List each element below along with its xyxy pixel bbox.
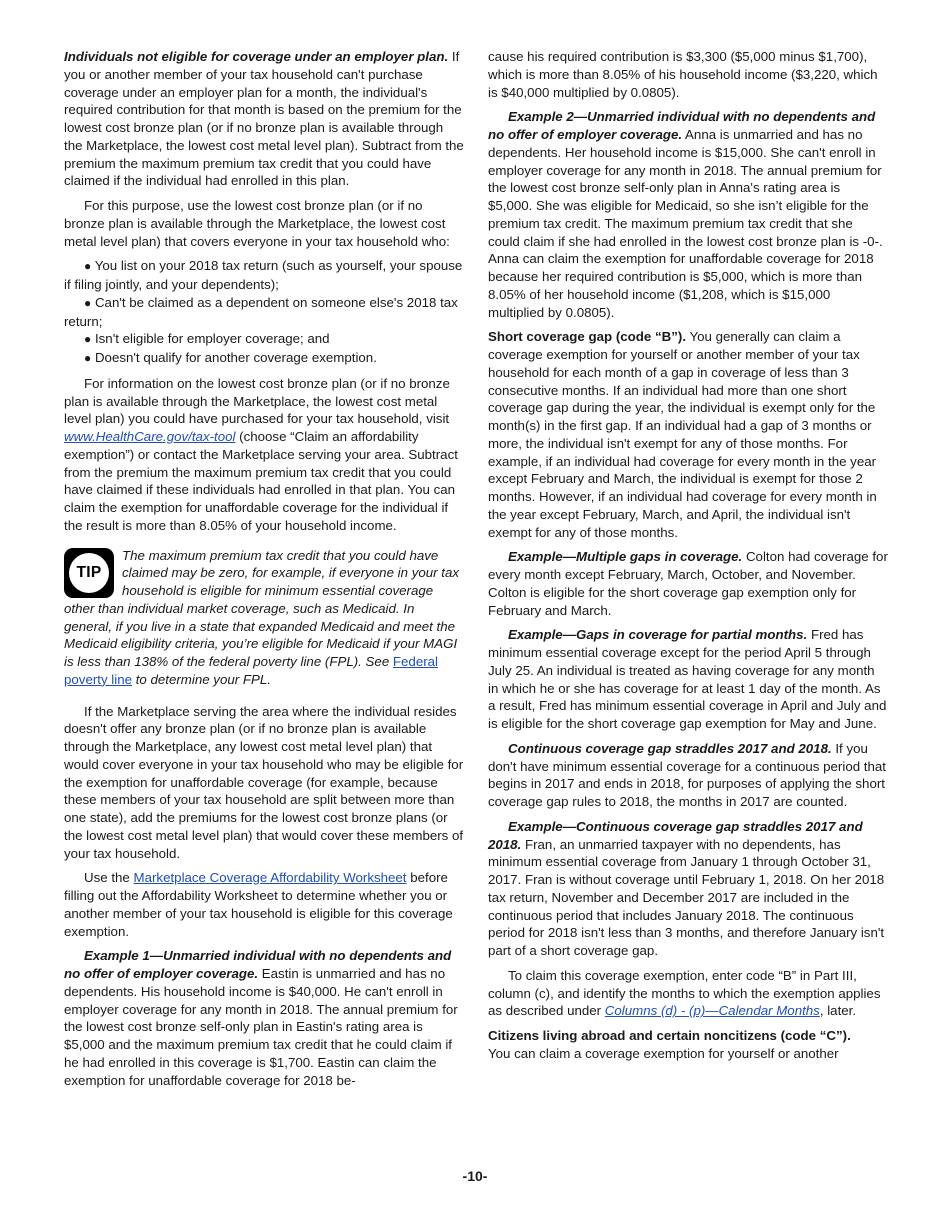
affordability-worksheet-link[interactable]: Marketplace Coverage Affordability Worksheet xyxy=(133,870,407,886)
left-column xyxy=(64,48,464,1096)
heading-partial-months: Example—Gaps in coverage for partial months. xyxy=(508,627,808,643)
heading-citizens-abroad: Citizens living abroad and certain noncitizens (code “C”). xyxy=(488,1028,851,1043)
heading-multiple-gaps: Example—Multiple gaps in coverage. xyxy=(508,549,743,565)
paragraph-partial-months: Example—Gaps in coverage for partial months. Fred has minimum essential coverage except for the period April 5 through July 25. An individual is treated as having coverage for any month in which he or she has coverage for at least 1 day of the month. As a result, Fred has minimum essential coverage in April and July and is eligible for the short coverage gap exemption for May and June. xyxy=(488,627,887,731)
list-item: ● Doesn't qualify for another coverage exemption. xyxy=(84,350,377,365)
household-criteria-list xyxy=(64,257,464,368)
list-item: ● Can't be claimed as a dependent on someone else's 2018 tax return; xyxy=(64,294,458,329)
paragraph-citizens-abroad: Citizens living abroad and certain noncitizens (code “C”). You can claim a coverage exemption for yourself or another xyxy=(488,1028,851,1061)
paragraph-worksheet: Use the Marketplace Coverage Affordability Worksheet before filling out the Affordability Worksheet to determine whether you or another member of your tax household is eligible for this coverage exemption. xyxy=(64,870,453,939)
heading-example-continuous-gap: Example—Continuous coverage gap straddles 2017 and 2018. xyxy=(488,818,863,852)
heading-not-eligible: Individuals not eligible for coverage under an employer plan. xyxy=(64,49,449,64)
bullet-icon: ● xyxy=(84,259,92,274)
paragraph-not-eligible: Individuals not eligible for coverage under an employer plan. If you or another member of your tax household can't purchase coverage under an employer plan for a month, the individual's required contribution for that month is based on the premium for the lowest cost bronze plan (or if no bronze plan is available through the Marketplace, the lowest cost metal level plan). Subtract from the premium the maximum premium tax credit that you could have claimed if the individual had enrolled in this plan. xyxy=(64,49,464,189)
paragraph-example-2: Example 2—Unmarried individual with no dependents and no offer of employer coverage. Anna is unmarried and has no dependents. Her household income is $15,000. She can't enroll in employer coverage for any month in 2018. The annual premium for the lowest cost bronze self-only plan in Anna's rating area is $5,000. She was eligible for Medicaid, so she isn’t eligible for the premium tax credit. The maximum premium tax credit that she could claim if she had enrolled in the lowest cost bronze plan is -0-. Anna can claim the exemption for unaffordable coverage for 2018 because her required contribution is $5,000, which is more than 8.05% of her household income ($1,208, which is $15,000 multiplied by 0.0805). xyxy=(488,109,883,320)
calendar-months-link[interactable]: Columns (d) - (p)—Calendar Months xyxy=(604,1003,820,1019)
list-item: ● You list on your 2018 tax return (such as yourself, your spouse if filing jointly, and your dependents); xyxy=(64,258,463,292)
paragraph-lowest-cost-info: For information on the lowest cost bronze plan (or if no bronze plan is available through the Marketplace, the lowest cost metal level plan) you could have purchased for your tax household, visit www.HealthCare.gov/tax-tool (choose “Claim an affordability exemption”) or contact the Marketplace serving your area. Subtract from the premium the maximum premium tax credit that you could have claimed if these individuals had enrolled in that plan. You can claim the exemption for unaffordable coverage for the individual if the result is more than 8.05% of your household income. xyxy=(64,375,458,533)
bullet-icon: ● xyxy=(84,332,92,347)
page-number: -10- xyxy=(462,1168,488,1184)
paragraph-example-1: Example 1—Unmarried individual with no dependents and no offer of employer coverage. Eastin is unmarried and has no dependents. His household income is $40,000. He can't enroll in employer coverage for any month in 2018. The annual premium for the lowest cost bronze self-only plan in Eastin's rating area is $5,000 and the maximum premium tax credit that he could claim if he had enrolled in this coverage is $1,700. Eastin can claim the exemption for unaffordable coverage for 2018 be- xyxy=(64,948,458,1088)
heading-example-2: Example 2—Unmarried individual with no dependents and no offer of employer coverage. xyxy=(488,109,876,142)
bullet-icon: ● xyxy=(84,295,92,310)
healthcare-tax-tool-link[interactable]: www.HealthCare.gov/tax-tool xyxy=(64,429,236,444)
paragraph-short-coverage-gap: Short coverage gap (code “B”). You generally can claim a coverage exemption for yourself or another member of your tax household for each month of a gap in coverage of less than 3 consecutive months. If an individual had more than one short coverage gap during the year, the individual is exempt only for the month(s) in the first gap. If an individual had a gap of 3 months or more, the individual isn't exempt for any of those months. For example, if an individual had coverage for every month in the year except February and March, the individual is exempt for those 2 months. However, if an individual had coverage for every month in the year except February, March, and April, the individual isn't exempt for any of those months. xyxy=(488,329,877,540)
tip-box xyxy=(64,547,464,689)
bullet-icon: ● xyxy=(84,351,92,365)
heading-short-coverage-gap: Short coverage gap (code “B”). xyxy=(488,329,687,345)
paragraph-example-1-continued: cause his required contribution is $3,300 ($5,000 minus $1,700), which is more than 8.05% of his household income ($3,220, which is $40,000 multiplied by 0.0805). xyxy=(488,49,878,100)
heading-continuous-gap: Continuous coverage gap straddles 2017 and 2018. xyxy=(508,740,832,756)
tip-text: The maximum premium tax credit that you could have claimed may be zero, for example, if everyone in your tax household is eligible for minimum essential coverage other than individual market coverage, such as Medicaid. In general, if you live in a state that expanded Medicaid and meet the Medicaid eligibility criteria, you’re eligible for Medicaid if your MAGI is less than 138% of the federal poverty line (FPL). See Federal poverty line to determine your FPL. xyxy=(64,547,460,687)
federal-poverty-line-link[interactable]: Federal poverty line xyxy=(64,654,438,687)
list-item: ● Isn't eligible for employer coverage; and xyxy=(84,331,330,347)
paragraph-bronze-plan: For this purpose, use the lowest cost bronze plan (or if no bronze plan is available through the Marketplace, the lowest cost metal level plan) that covers everyone in your tax household who: xyxy=(64,198,450,249)
paragraph-multiple-gaps: Example—Multiple gaps in coverage. Colton had coverage for every month except February, March, October, and November. Colton is eligible for the short coverage gap exemption only for February and March. xyxy=(488,549,888,618)
paragraph-example-continuous-gap: Example—Continuous coverage gap straddles 2017 and 2018. Fran, an unmarried taxpayer with no dependents, has minimum essential coverage from January 1 through October 31, 2017. Fran is without coverage until February 1, 2018. On her 2018 tax return, November and December 2017 are included in the continuous period that includes January 2018. The continuous period for 2018 isn't less than 3 months, and therefore January isn't part of a short coverage gap. xyxy=(488,818,885,958)
heading-example-1: Example 1—Unmarried individual with no dependents and no offer of employer coverage. xyxy=(64,948,452,981)
paragraph-continuous-gap: Continuous coverage gap straddles 2017 and 2018. If you don't have minimum essential coverage for a continuous period that begins in 2017 and ends in 2018, for purposes of applying the short coverage gap rules to 2018, the months in 2017 are counted. xyxy=(488,740,886,809)
paragraph-claim-exemption: To claim this coverage exemption, enter code “B” in Part III, column (c), and identify the months to which the exemption applies as described under Columns (d) - (p)—Calendar Months, later. xyxy=(488,967,881,1019)
right-column xyxy=(488,48,888,1070)
tip-icon: TIP xyxy=(64,548,114,598)
paragraph-no-bronze-plan: If the Marketplace serving the area where the individual resides doesn't offer any bronze plan (or if no bronze plan is available through the Marketplace, any lowest cost metal level plan) that would cover everyone in your tax household who may be eligible for the exemption for unaffordable coverage (for example, because these members of your tax household are split between more than one state), add the premiums for the lowest cost bronze plans (or the lowest cost metal level plan) that would cover these members of your tax household. xyxy=(64,703,464,861)
